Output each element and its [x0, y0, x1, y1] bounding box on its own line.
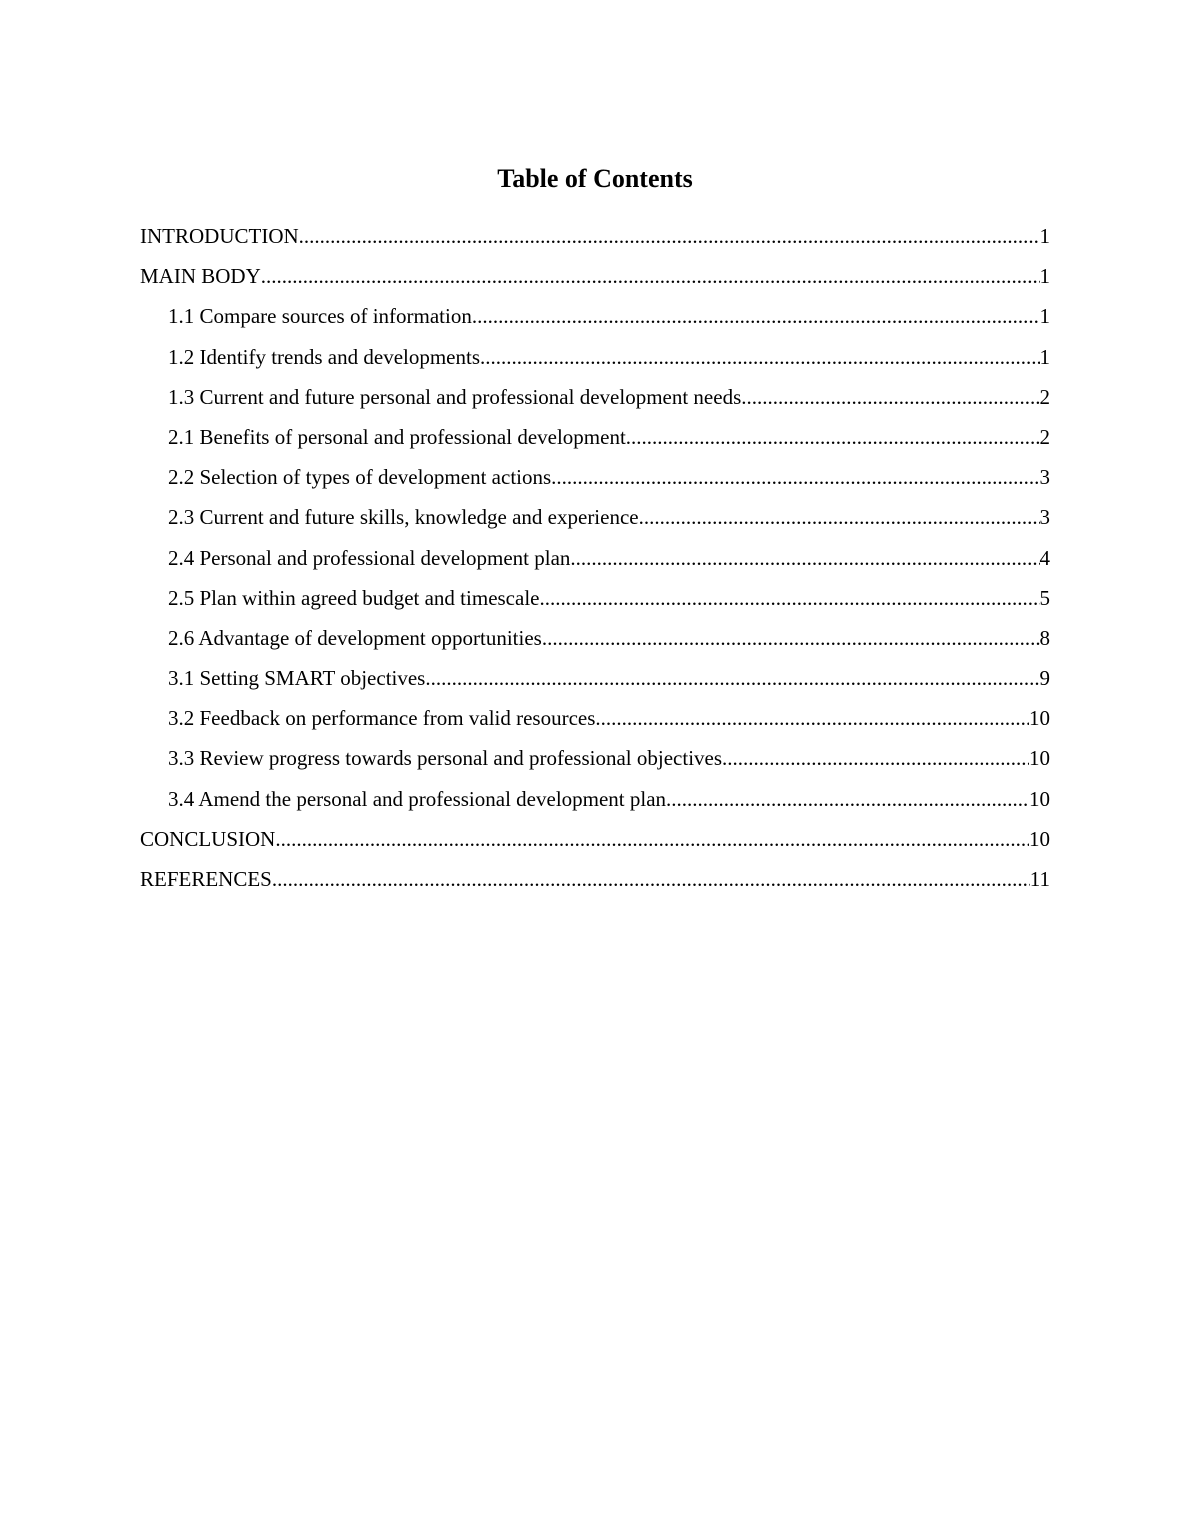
dot-leader: [722, 744, 1029, 772]
dot-leader: [551, 463, 1039, 491]
toc-entry[interactable]: [140, 785, 1050, 825]
toc-entry[interactable]: [140, 825, 1050, 865]
table-of-contents: [140, 222, 1050, 905]
dot-leader: [626, 423, 1040, 451]
toc-entry-page: 1: [1039, 264, 1050, 289]
toc-entry[interactable]: [140, 544, 1050, 584]
toc-entry-label: 2.5 Plan within agreed budget and timescale: [168, 585, 540, 610]
toc-entry[interactable]: [140, 624, 1050, 664]
toc-entry-page: 5: [1039, 585, 1050, 610]
toc-entry-page: 10: [1029, 826, 1050, 851]
toc-entry-page: 3: [1039, 505, 1050, 530]
toc-entry-label: 2.3 Current and future skills, knowledge and experience: [168, 505, 639, 530]
toc-entry-page: 9: [1039, 666, 1050, 691]
toc-entry[interactable]: [140, 463, 1050, 503]
toc-entry-label: INTRODUCTION: [140, 224, 299, 248]
toc-entry-page: 8: [1039, 625, 1050, 650]
dot-leader: [472, 302, 1040, 330]
dot-leader: [425, 664, 1039, 692]
dot-leader: [261, 262, 1040, 290]
toc-entry-page: 2: [1039, 424, 1050, 449]
dot-leader: [275, 825, 1029, 853]
dot-leader: [299, 222, 1040, 250]
dot-leader: [272, 865, 1030, 893]
toc-entry[interactable]: [140, 744, 1050, 784]
toc-entry-page: 3: [1039, 465, 1050, 490]
dot-leader: [741, 383, 1039, 411]
toc-entry-page: 1: [1039, 304, 1050, 329]
toc-entry-label: 2.1 Benefits of personal and professional development: [168, 424, 626, 449]
dot-leader: [570, 544, 1039, 572]
toc-entry-label: 2.4 Personal and professional development plan: [168, 545, 571, 570]
toc-entry-label: 3.2 Feedback on performance from valid resources: [168, 706, 596, 731]
toc-entry-label: 2.2 Selection of types of development actions: [168, 465, 552, 490]
toc-entry-label: 3.3 Review progress towards personal and professional objectives: [168, 746, 723, 771]
toc-entry-page: 2: [1039, 384, 1050, 409]
toc-entry[interactable]: [140, 664, 1050, 704]
toc-entry-page: 10: [1029, 706, 1050, 731]
toc-entry-page: 4: [1039, 545, 1050, 570]
toc-entry-page: 11: [1029, 867, 1050, 891]
toc-entry-label: 3.4 Amend the personal and professional development plan: [168, 786, 667, 811]
toc-entry[interactable]: [140, 584, 1050, 624]
toc-entry-label: 1.1 Compare sources of information: [168, 304, 472, 329]
toc-entry-page: 10: [1029, 786, 1050, 811]
toc-entry-label: REFERENCES: [140, 867, 272, 891]
toc-entry-label: 2.6 Advantage of development opportunities: [168, 625, 542, 650]
toc-entry[interactable]: [140, 704, 1050, 744]
toc-entry-label: 3.1 Setting SMART objectives: [168, 666, 426, 691]
dot-leader: [480, 343, 1039, 371]
toc-entry[interactable]: [140, 503, 1050, 543]
toc-entry[interactable]: [140, 302, 1050, 342]
toc-entry[interactable]: [140, 262, 1050, 302]
toc-entry-page: 10: [1029, 746, 1050, 771]
toc-entry-page: 1: [1039, 344, 1050, 369]
toc-entry-label: 1.3 Current and future personal and professional development needs: [168, 384, 742, 409]
toc-entry-label: CONCLUSION: [140, 826, 276, 851]
dot-leader: [595, 704, 1029, 732]
toc-entry[interactable]: [140, 383, 1050, 423]
toc-title: Table of Contents: [497, 164, 693, 193]
dot-leader: [666, 785, 1029, 813]
toc-entry-page: 1: [1039, 224, 1050, 248]
toc-entry[interactable]: [140, 423, 1050, 463]
toc-entry-label: MAIN BODY: [140, 264, 261, 289]
dot-leader: [542, 624, 1040, 652]
dot-leader: [539, 584, 1039, 612]
toc-entry[interactable]: [140, 865, 1050, 905]
toc-entry[interactable]: [140, 222, 1050, 262]
toc-entry-label: 1.2 Identify trends and developments: [168, 344, 481, 369]
toc-entry[interactable]: [140, 343, 1050, 383]
dot-leader: [639, 503, 1040, 531]
